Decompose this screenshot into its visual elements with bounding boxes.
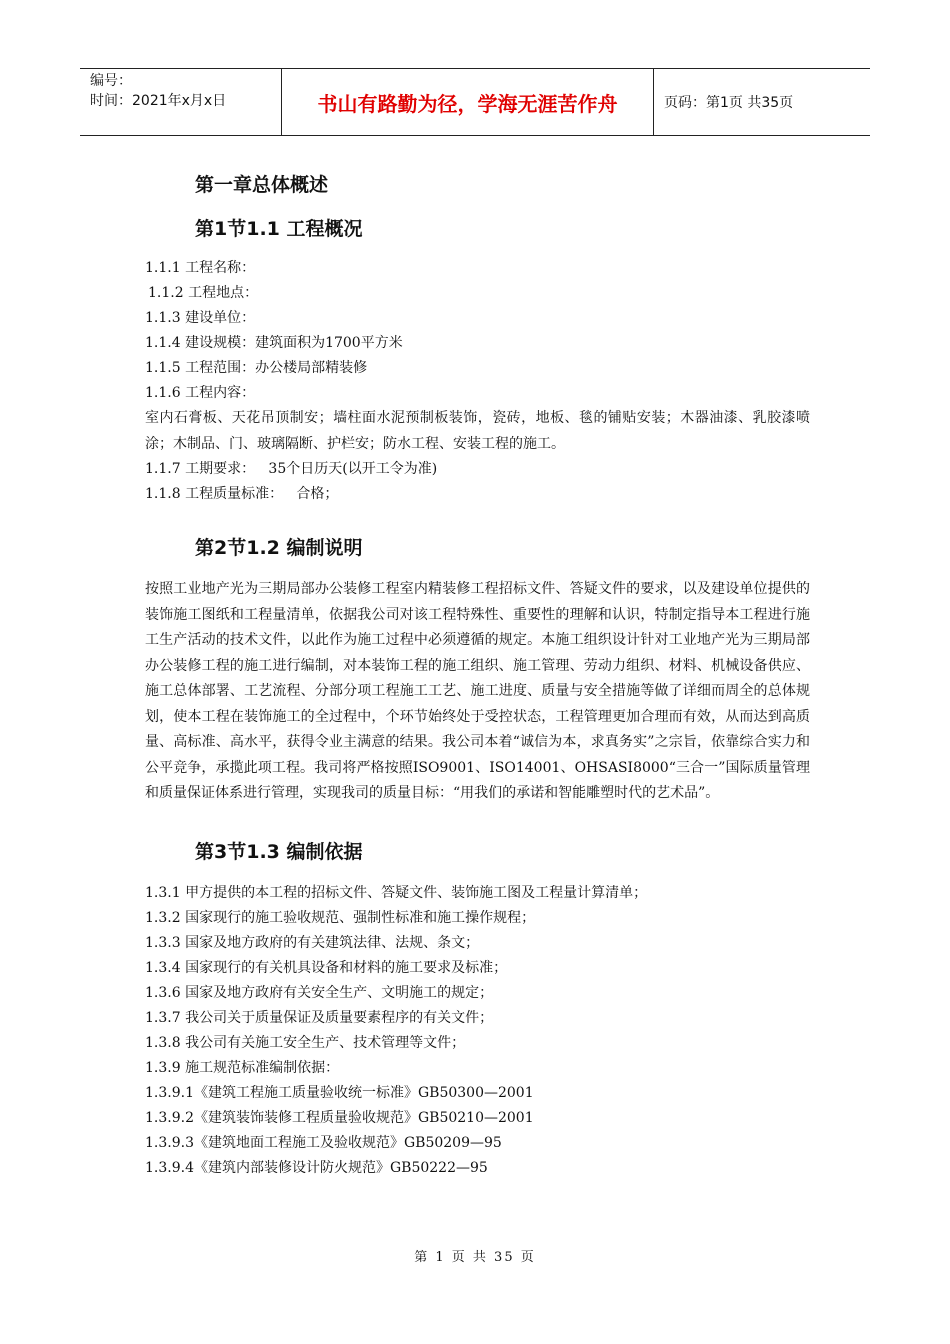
list-item: 1.1.5 工程范围：办公楼局部精装修 (145, 360, 368, 376)
list-item: 1.3.2 国家现行的施工验收规范、强制性标准和施工操作规程； (145, 909, 536, 926)
list-item: 1.3.9.1《建筑工程施工质量验收统一标准》GB50300—2001 (145, 1084, 534, 1101)
list-item: 1.3.9.3《建筑地面工程施工及验收规范》GB50209—95 (145, 1134, 502, 1151)
list-item: 1.1.1 工程名称： (145, 260, 256, 276)
chapter-title: 第一章总体概述 (195, 174, 329, 196)
document-header (80, 68, 870, 136)
list-item: 1.3.4 国家现行的有关机具设备和材料的施工要求及标准； (145, 959, 508, 976)
page-footer: 第 1 页 共 35 页 (414, 1250, 536, 1265)
list-item: 1.3.9.2《建筑装饰装修工程质量验收规范》GB50210—2001 (145, 1109, 534, 1126)
header-meta (80, 69, 282, 135)
list-item: 1.3.9 施工规范标准编制依据： (145, 1059, 340, 1076)
list-item: 1.3.8 我公司有关施工安全生产、技术管理等文件； (145, 1034, 466, 1051)
section-title-1-3: 第3节1.3 编制依据 (195, 840, 363, 863)
list-item: 1.3.6 国家及地方政府有关安全生产、文明施工的规定； (145, 984, 494, 1001)
project-content-paragraph: 室内石膏板、天花吊顶制安；墙柱面水泥预制板装饰，瓷砖，地板、毯的铺贴安装；木器油漆、乳胶漆喷涂；木制品、门、玻璃隔断、护栏安；防水工程、安装工程的施工。 (145, 410, 810, 452)
list-item: 1.1.3 建设单位： (145, 310, 256, 326)
list-item: 1.1.2 工程地点： (148, 285, 259, 301)
compilation-description-paragraph: 按照工业地产光为三期局部办公装修工程室内精装修工程招标文件、答疑文件的要求，以及建设单位提供的装饰施工图纸和工程量清单，依据我公司对该工程特殊性、重要性的理解和认识，特制定指导本工程进行施工生产活动的技术文件，以此作为施工过程中必须遵循的规定。本施工组织设计针对工业地产光为三期局部办公装修工程的施工进行编制，对本装饰工程的施工组织、施工管理、劳动力组织、材料、机械设备供应、施工总体部署、工艺流程、分部分项工程施工工艺、施工进度、质量与安全措施等做了详细而周全的总体规划，使本工程在装饰施工的全过程中，个环节始终处于受控状态，工程管理更加合理而有效，从而达到高质量、高标准、高水平，获得令业主满意的结果。我公司本着“诚信为本，求真务实”之宗旨，依靠综合实力和公平竞争，承揽此项工程。我司将严格按照ISO9001、ISO14001、OHSASI8000“三合一”国际质量管理和质量保证体系进行管理，实现我司的质量目标：“用我们的承诺和智能雕塑时代的艺术品”。 (145, 581, 810, 801)
list-item: 1.1.8 工程质量标准： 合格； (145, 486, 339, 502)
number-label: 编号： (90, 73, 132, 89)
list-item: 1.3.9.4《建筑内部装修设计防火规范》GB50222—95 (145, 1159, 488, 1176)
list-item: 1.1.7 工期要求： 35个日历天(以开工令为准) (145, 461, 438, 477)
time-label: 时间：2021年x月x日 (90, 93, 227, 109)
section-title-1-2: 第2节1.2 编制说明 (195, 537, 363, 559)
list-item: 1.1.4 建设规模：建筑面积为1700平方米 (145, 335, 403, 351)
list-item: 1.3.1 甲方提供的本工程的招标文件、答疑文件、装饰施工图及工程量计算清单； (145, 884, 648, 901)
list-item: 1.1.6 工程内容： (145, 385, 256, 401)
list-item: 1.3.3 国家及地方政府的有关建筑法律、法规、条文； (145, 934, 480, 951)
header-page-info: 页码：第1页 共35页 (664, 95, 794, 111)
header-motto: 书山有路勤为径，学海无涯苦作舟 (282, 69, 654, 135)
section-title-1-1: 第1节1.1 工程概况 (195, 218, 363, 240)
document-body (145, 170, 810, 1181)
list-item: 1.3.7 我公司关于质量保证及质量要素程序的有关文件； (145, 1009, 494, 1026)
